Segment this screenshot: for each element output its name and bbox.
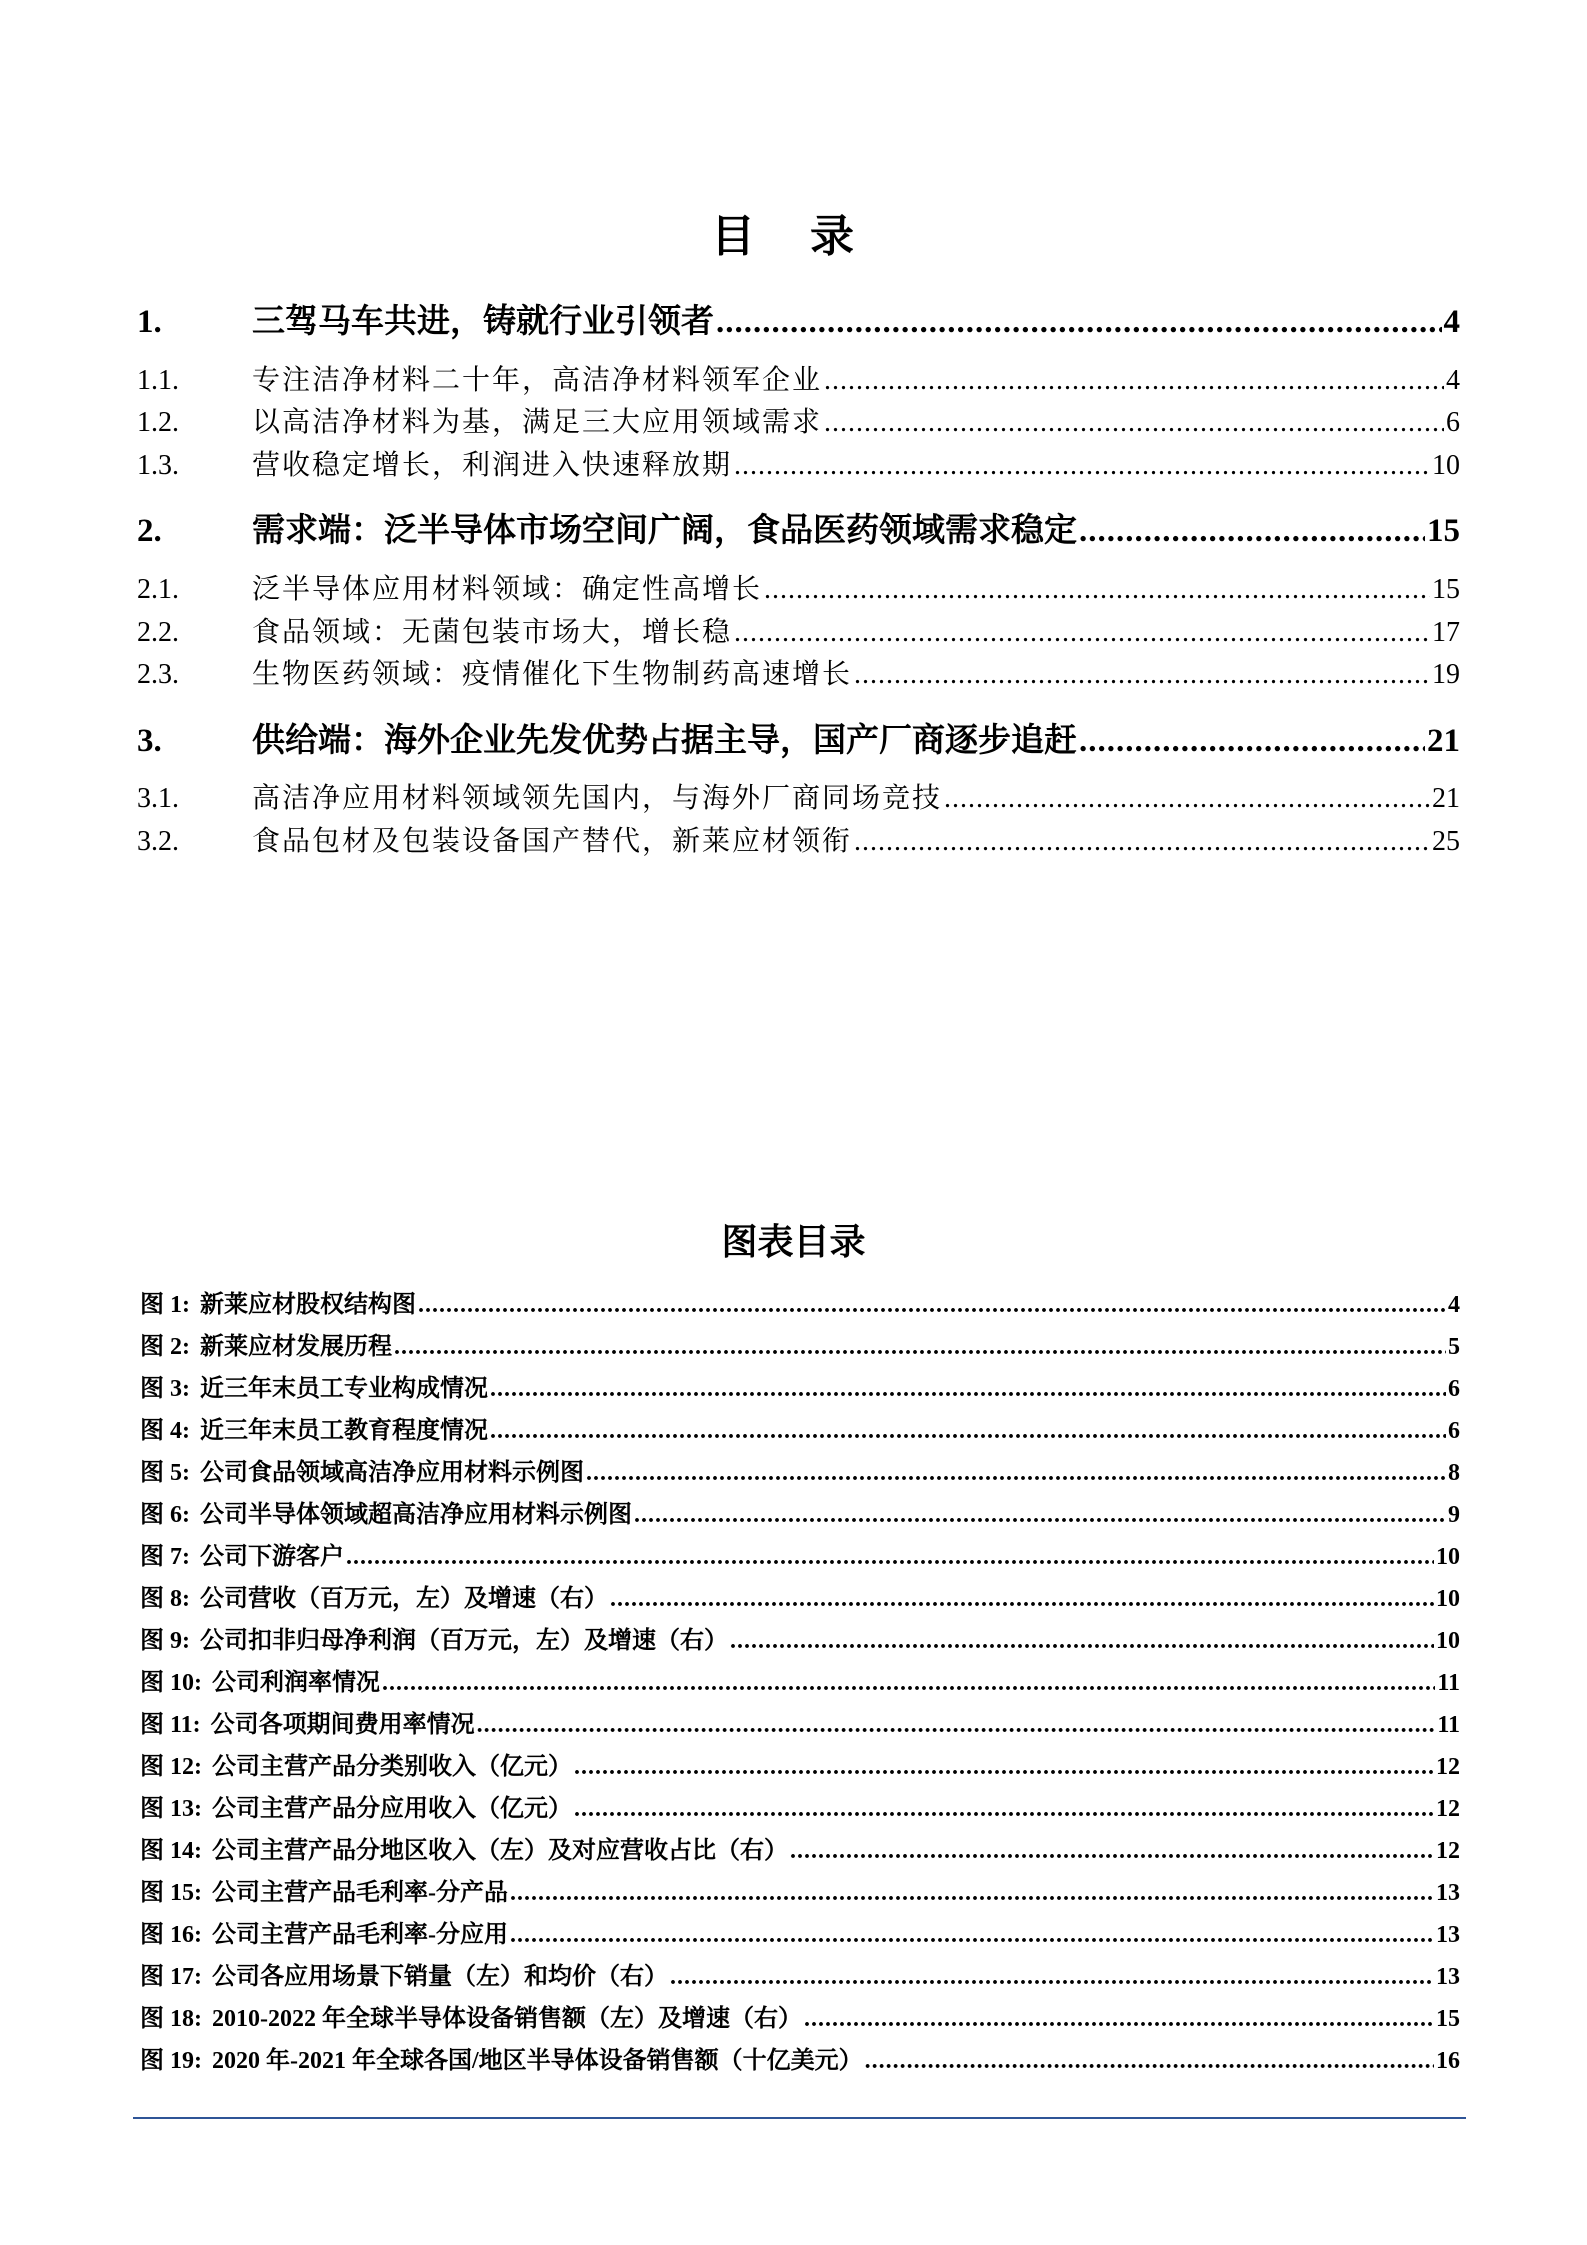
- dot-leader: [764, 574, 1430, 606]
- dot-leader: [394, 1334, 1446, 1361]
- entry-number: 图 5:: [140, 1460, 190, 1486]
- entry-title: 公司各应用场景下销量（左）和均价（右）: [212, 1964, 668, 1990]
- entry-page: 17: [1432, 617, 1460, 648]
- figure-list-entry[interactable]: [140, 1452, 1460, 1487]
- dot-leader: [477, 1712, 1436, 1739]
- toc-title: 目 录: [711, 212, 876, 261]
- toc-subsection-entry[interactable]: [137, 400, 1460, 440]
- entry-title: 公司食品领域高洁净应用材料示例图: [200, 1460, 584, 1486]
- entry-title: 新莱应材股权结构图: [200, 1292, 416, 1318]
- figure-list-entry[interactable]: [140, 1872, 1460, 1907]
- toc-subsection-entry[interactable]: [137, 652, 1460, 692]
- entry-title: 三驾马车共进，铸就行业引领者: [252, 304, 714, 340]
- dot-leader: [854, 826, 1430, 858]
- entry-title: 需求端：泛半导体市场空间广阔，食品医药领域需求稳定: [252, 513, 1077, 549]
- entry-title: 公司各项期间费用率情况: [210, 1712, 475, 1738]
- entry-number: 图 16:: [140, 1922, 202, 1948]
- entry-number: 图 15:: [140, 1880, 202, 1906]
- entry-title: 2010-2022 年全球半导体设备销售额（左）及增速（右）: [212, 2006, 802, 2032]
- entry-number: 图 17:: [140, 1964, 202, 1990]
- entry-page: 4: [1446, 365, 1460, 396]
- entry-title: 公司主营产品分地区收入（左）及对应营收占比（右）: [212, 1838, 788, 1864]
- entry-number: 2.3.: [137, 659, 179, 690]
- entry-title: 公司主营产品分应用收入（亿元）: [212, 1796, 572, 1822]
- figure-list-entry[interactable]: [140, 1746, 1460, 1781]
- entry-number: 图 9:: [140, 1628, 190, 1654]
- figure-list-entry[interactable]: [140, 2040, 1460, 2075]
- figure-list-entry[interactable]: [140, 1788, 1460, 1823]
- entry-title: 近三年末员工教育程度情况: [200, 1418, 488, 1444]
- toc-section-entry[interactable]: [137, 295, 1460, 342]
- entry-page: 19: [1432, 659, 1460, 690]
- entry-number: 图 7:: [140, 1544, 190, 1570]
- entry-number: 图 14:: [140, 1838, 202, 1864]
- entry-page: 11: [1437, 1670, 1460, 1696]
- entry-page: 13: [1436, 1880, 1460, 1906]
- dot-leader: [854, 659, 1430, 691]
- entry-number: 1.: [137, 304, 162, 340]
- entry-number: 1.2.: [137, 407, 179, 438]
- entry-page: 12: [1436, 1754, 1460, 1780]
- figure-list-entry[interactable]: [140, 1620, 1460, 1655]
- entry-title: 生物医药领域：疫情催化下生物制药高速增长: [252, 659, 853, 690]
- entry-number: 3.2.: [137, 826, 179, 857]
- figure-list-entry[interactable]: [140, 1578, 1460, 1613]
- entry-title: 专注洁净材料二十年，高洁净材料领军企业: [252, 365, 823, 396]
- dot-leader: [586, 1460, 1446, 1487]
- entry-number: 图 10:: [140, 1670, 202, 1696]
- entry-number: 图 6:: [140, 1502, 190, 1528]
- dot-leader: [734, 617, 1430, 649]
- dot-leader: [510, 1880, 1434, 1907]
- entry-title: 公司半导体领域超高洁净应用材料示例图: [200, 1502, 632, 1528]
- entry-page: 13: [1436, 1922, 1460, 1948]
- entry-number: 3.: [137, 723, 162, 759]
- entry-title: 公司利润率情况: [212, 1670, 380, 1696]
- entry-number: 图 4:: [140, 1418, 190, 1444]
- entry-number: 图 18:: [140, 2006, 202, 2032]
- entry-page: 12: [1436, 1796, 1460, 1822]
- entry-number: 1.1.: [137, 365, 179, 396]
- figure-list-entry[interactable]: [140, 1494, 1460, 1529]
- entry-page: 10: [1436, 1628, 1460, 1654]
- entry-title: 公司营收（百万元，左）及增速（右）: [200, 1586, 608, 1612]
- entry-title: 供给端：海外企业先发优势占据主导，国产厂商逐步追赶: [252, 723, 1077, 759]
- dot-leader: [730, 1628, 1434, 1655]
- entry-number: 图 19:: [140, 2048, 202, 2074]
- figure-list-title: 图表目录: [721, 1222, 866, 1262]
- figure-list-entry[interactable]: [140, 1956, 1460, 1991]
- entry-page: 12: [1436, 1838, 1460, 1864]
- entry-number: 3.1.: [137, 783, 179, 814]
- entry-page: 13: [1436, 1964, 1460, 1990]
- dot-leader: [824, 407, 1444, 439]
- figure-list-entry[interactable]: [140, 1704, 1460, 1739]
- entry-page: 6: [1448, 1418, 1460, 1444]
- entry-page: 25: [1432, 826, 1460, 857]
- entry-page: 21: [1427, 723, 1460, 759]
- entry-title: 公司主营产品分类别收入（亿元）: [212, 1754, 572, 1780]
- entry-page: 5: [1448, 1334, 1460, 1360]
- dot-leader: [634, 1502, 1446, 1529]
- dot-leader: [804, 2006, 1434, 2033]
- entry-title: 2020 年-2021 年全球各国/地区半导体设备销售额（十亿美元）: [212, 2048, 863, 2074]
- entry-title: 公司主营产品毛利率-分产品: [212, 1880, 508, 1906]
- dot-leader: [510, 1922, 1434, 1949]
- dot-leader: [610, 1586, 1434, 1613]
- entry-number: 图 3:: [140, 1376, 190, 1402]
- entry-page: 10: [1432, 450, 1460, 481]
- figure-list-entry[interactable]: [140, 1914, 1460, 1949]
- entry-number: 图 13:: [140, 1796, 202, 1822]
- figure-list-entry[interactable]: [140, 1998, 1460, 2033]
- entry-title: 营收稳定增长，利润进入快速释放期: [252, 450, 733, 481]
- dot-leader: [490, 1418, 1446, 1445]
- toc-section-entry[interactable]: [137, 714, 1460, 761]
- toc-subsection-entry[interactable]: [137, 610, 1460, 650]
- entry-page: 4: [1448, 1292, 1460, 1318]
- entry-number: 2.: [137, 513, 162, 549]
- entry-page: 10: [1436, 1586, 1460, 1612]
- entry-title: 以高洁净材料为基，满足三大应用领域需求: [252, 407, 823, 438]
- entry-number: 图 2:: [140, 1334, 190, 1360]
- dot-leader: [716, 304, 1442, 341]
- dot-leader: [1079, 723, 1425, 760]
- entry-title: 公司主营产品毛利率-分应用: [212, 1922, 508, 1948]
- dot-leader: [1079, 513, 1425, 550]
- dot-leader: [574, 1754, 1434, 1781]
- entry-page: 15: [1432, 574, 1460, 605]
- entry-title: 近三年末员工专业构成情况: [200, 1376, 488, 1402]
- entry-number: 2.2.: [137, 617, 179, 648]
- entry-title: 食品领域：无菌包装市场大，增长稳: [252, 617, 733, 648]
- entry-title: 公司扣非归母净利润（百万元，左）及增速（右）: [200, 1628, 728, 1654]
- entry-page: 6: [1446, 407, 1460, 438]
- toc-section-entry[interactable]: [137, 504, 1460, 551]
- figure-list-entry[interactable]: [140, 1284, 1460, 1319]
- entry-title: 新莱应材发展历程: [200, 1334, 392, 1360]
- entry-title: 高洁净应用材料领域领先国内，与海外厂商同场竞技: [252, 783, 943, 814]
- entry-page: 15: [1436, 2006, 1460, 2032]
- entry-title: 公司下游客户: [200, 1544, 344, 1570]
- dot-leader: [824, 365, 1444, 397]
- toc-subsection-entry[interactable]: [137, 819, 1460, 859]
- toc-subsection-entry[interactable]: [137, 443, 1460, 483]
- figure-list-entry[interactable]: [140, 1326, 1460, 1361]
- dot-leader: [734, 450, 1430, 482]
- dot-leader: [490, 1376, 1446, 1403]
- footer-divider: [133, 2117, 1466, 2119]
- entry-page: 15: [1427, 513, 1460, 549]
- toc-subsection-entry[interactable]: [137, 567, 1460, 607]
- entry-page: 10: [1436, 1544, 1460, 1570]
- toc-subsection-entry[interactable]: [137, 776, 1460, 816]
- entry-page: 6: [1448, 1376, 1460, 1402]
- toc-subsection-entry[interactable]: [137, 358, 1460, 398]
- entry-page: 8: [1448, 1460, 1460, 1486]
- entry-page: 16: [1436, 2048, 1460, 2074]
- entry-number: 2.1.: [137, 574, 179, 605]
- entry-number: 1.3.: [137, 450, 179, 481]
- entry-title: 食品包材及包装设备国产替代，新莱应材领衔: [252, 826, 853, 857]
- entry-number: 图 11:: [140, 1712, 201, 1738]
- dot-leader: [790, 1838, 1434, 1865]
- dot-leader: [418, 1292, 1446, 1319]
- entry-number: 图 1:: [140, 1292, 190, 1318]
- dot-leader: [382, 1670, 1435, 1697]
- entry-page: 21: [1432, 783, 1460, 814]
- entry-number: 图 8:: [140, 1586, 190, 1612]
- entry-number: 图 12:: [140, 1754, 202, 1780]
- dot-leader: [865, 2048, 1434, 2075]
- dot-leader: [574, 1796, 1434, 1823]
- dot-leader: [944, 783, 1430, 815]
- entry-title: 泛半导体应用材料领域：确定性高增长: [252, 574, 763, 605]
- figure-list-entry[interactable]: [140, 1662, 1460, 1697]
- entry-page: 11: [1437, 1712, 1460, 1738]
- dot-leader: [670, 1964, 1434, 1991]
- entry-page: 4: [1443, 304, 1460, 340]
- dot-leader: [346, 1544, 1434, 1571]
- figure-list-entry[interactable]: [140, 1536, 1460, 1571]
- entry-page: 9: [1448, 1502, 1460, 1528]
- figure-list-entry[interactable]: [140, 1410, 1460, 1445]
- figure-list-entry[interactable]: [140, 1830, 1460, 1865]
- figure-list-entry[interactable]: [140, 1368, 1460, 1403]
